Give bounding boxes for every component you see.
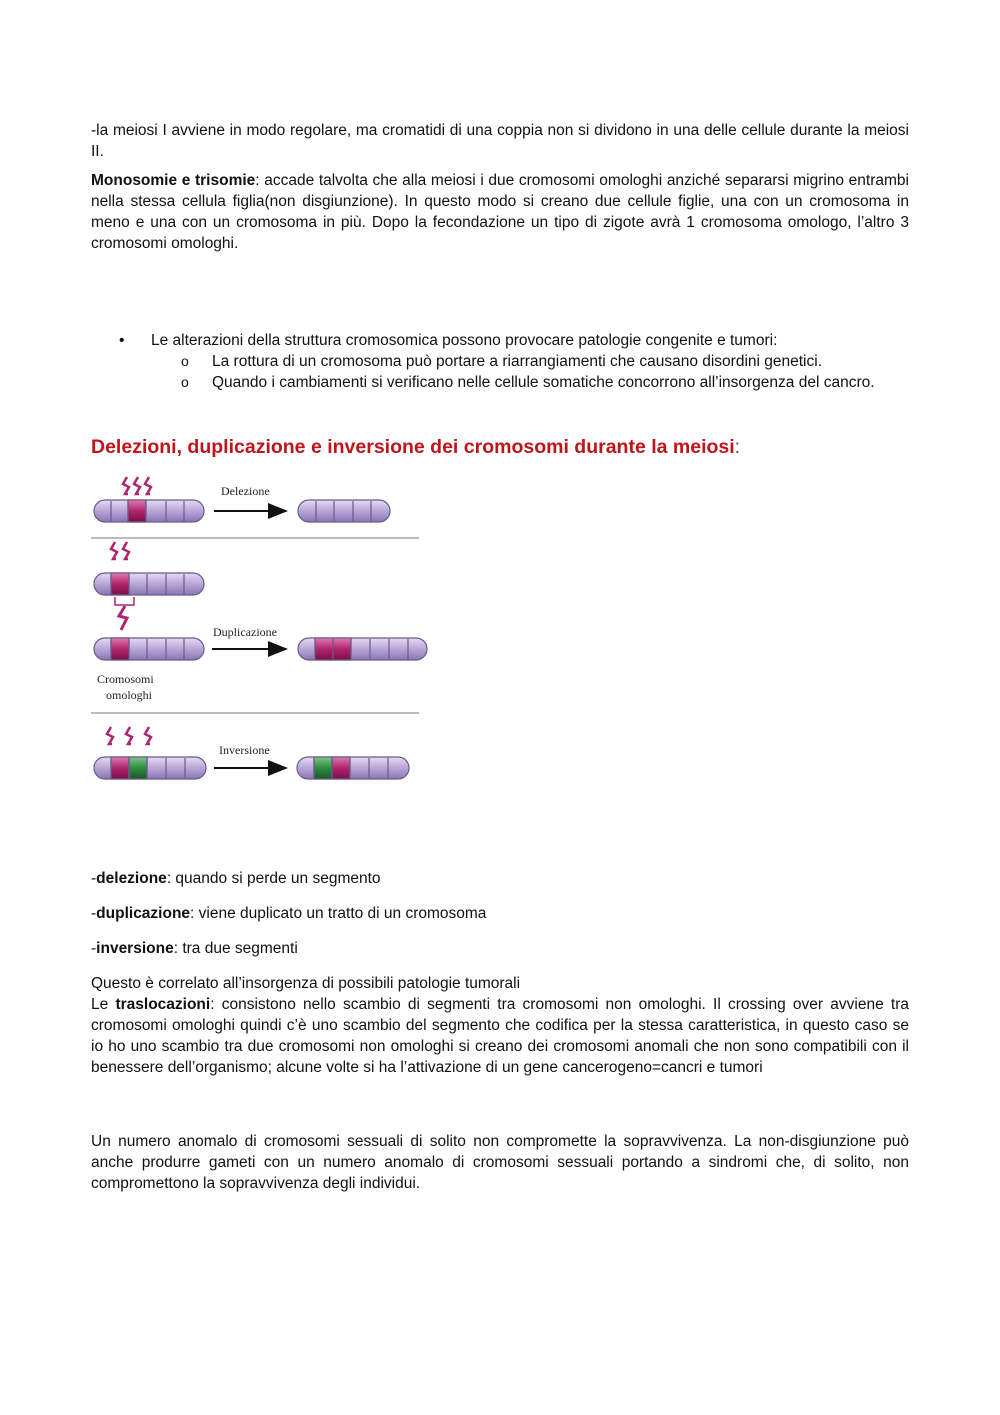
definitions-block — [91, 868, 909, 973]
chromosome-result-deletion — [298, 500, 390, 522]
correlato-line: Questo è correlato all’insorgenza di possibili patologie tumorali — [91, 975, 521, 992]
monosomie-term: Monosomie e trisomie — [91, 172, 256, 189]
chromosome-original-deletion — [94, 500, 204, 522]
transfer-bracket — [115, 597, 134, 605]
chromosome-homolog-bottom — [94, 638, 204, 660]
definition-inversione — [91, 938, 909, 959]
bullet-item — [91, 330, 909, 393]
term-delezione: delezione — [96, 870, 167, 887]
traslocazioni-text: : consistono nello scambio di segmenti tra cromosomi non omologhi. Il crossing over avviene tra cromosomi omologhi quindi c’è uno scambio del segmento che codifica per la stessa caratteristica, in questo caso se io ho uno scambio tra due cromosomi non omologhi si creano dei cromosomi anomali che non sono compatibili con il benessere dell’organismo; alcune volte si ha l’attivazione di un gene cancerogeno=cancri e tumori — [91, 996, 909, 1076]
definition-delezione — [91, 868, 909, 889]
sub-bullet-item: o Quando i cambiamenti si verificano nelle cellule somatiche concorrono all’insorgenza del cancro. — [91, 372, 909, 393]
section-heading-text: Delezioni, duplicazione e inversione dei cromosomi durante la meiosi — [91, 436, 735, 458]
label-inversione: Inversione — [219, 743, 270, 757]
label-duplicazione: Duplicazione — [213, 625, 277, 639]
chromosome-diagram — [91, 465, 431, 795]
term-inversione: inversione — [96, 940, 174, 957]
chromosome-result-duplication — [298, 638, 427, 660]
traslocazioni-paragraph — [91, 994, 909, 1078]
lightning-bolt-icon — [111, 542, 129, 559]
definition-text: : quando si perde un segmento — [166, 870, 381, 887]
monosomie-paragraph — [91, 170, 909, 254]
monosomie-text: : accade talvolta che alla meiosi i due cromosomi omologhi anziché separarsi migrino entrambi nella stessa cellula figlia(non disgiunzione). In questo modo si creano due cellule figlie, una con un cromosoma in meno e una con un cromosoma in più. Dopo la fecondazione un tipo di zigote avrà 1 cromosoma omologo, l’altro 3 cromosomi omologhi. — [91, 172, 909, 252]
sub-bullet-item: o La rottura di un cromosoma può portare a riarrangiamenti che causano disordini genetici. — [91, 351, 909, 372]
sexual-chromosomes-paragraph: Un numero anomalo di cromosomi sessuali di solito non compromette la sopravvivenza. La non-disgiunzione può anche produrre gameti con un numero anomalo di cromosomi sessuali portando a sindromi che, di solito, non compromettono la sopravvivenza degli individui. — [91, 1133, 909, 1192]
chromosome-result-inversion — [297, 757, 409, 779]
traslocazioni-block — [91, 973, 909, 1078]
section-heading-colon: : — [734, 436, 741, 458]
traslocazioni-prefix: Le — [91, 996, 116, 1013]
definition-text: : viene duplicato un tratto di un cromosoma — [190, 905, 487, 922]
document-page — [91, 120, 909, 1192]
definition-text: : tra due segmenti — [173, 940, 298, 957]
definition-duplicazione — [91, 903, 909, 924]
dash: - — [91, 870, 97, 887]
dash: - — [91, 940, 97, 957]
bullet-list — [91, 330, 909, 393]
chromosome-original-inversion — [94, 757, 206, 779]
chromosome-homolog-top — [94, 573, 204, 595]
label-cromosomi: Cromosomi — [97, 672, 154, 686]
term-traslocazioni: traslocazioni — [115, 996, 211, 1013]
label-omologhi: omologhi — [106, 688, 153, 702]
intro-paragraph: -la meiosi I avviene in modo regolare, ma cromatidi di una coppia non si dividono in una delle cellule durante la meiosi II. — [91, 122, 909, 160]
label-delezione: Delezione — [221, 484, 270, 498]
chromosome-diagram-svg — [91, 465, 431, 795]
lightning-bolt-icon — [107, 727, 151, 744]
lightning-bolt-icon — [119, 606, 127, 630]
term-duplicazione: duplicazione — [96, 905, 191, 922]
section-heading — [91, 437, 740, 458]
lightning-bolt-icon — [123, 477, 151, 494]
bullet-main-text: Le alterazioni della struttura cromosomica possono provocare patologie congenite e tumori: — [151, 332, 778, 349]
dash: - — [91, 905, 97, 922]
sub-bullet-list — [91, 351, 909, 393]
